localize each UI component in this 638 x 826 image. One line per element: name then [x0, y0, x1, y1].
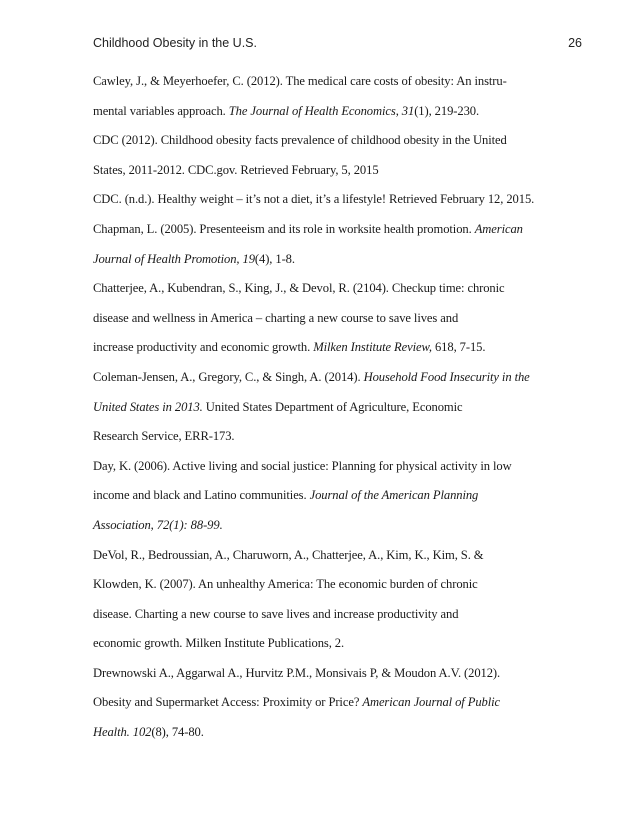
reference-line [93, 97, 563, 127]
running-head: Childhood Obesity in the U.S. [93, 36, 257, 50]
reference-entry [93, 185, 563, 215]
reference-line [93, 422, 563, 452]
reference-text: Research Service, ERR-173. [93, 429, 235, 444]
reference-text: economic growth. Milken Institute Publications, 2. [93, 636, 345, 651]
reference-text: Chatterjee, A., Kubendran, S., King, J., & Devol, R. (2104). Checkup time: chronic [93, 281, 505, 296]
reference-text: (1), 219-230. [414, 103, 480, 118]
reference-line [93, 629, 563, 659]
reference-line [93, 274, 563, 304]
reference-line [93, 718, 563, 748]
reference-line [93, 600, 563, 630]
reference-line [93, 245, 563, 275]
reference-text: 618, 7-15. [431, 340, 486, 355]
reference-italic-text: Household Food Insecurity in the [363, 369, 530, 384]
reference-italic-text: Health. 102 [93, 725, 152, 740]
reference-text: Cawley, J., & Meyerhoefer, C. (2012). The medical care costs of obesity: An instru- [93, 74, 507, 88]
reference-italic-text: Journal of the American Planning [309, 488, 479, 503]
reference-line [93, 688, 563, 718]
reference-line [93, 541, 563, 571]
reference-italic-text: Milken Institute Review, [313, 340, 432, 355]
reference-text: Coleman-Jensen, A., Gregory, C., & Singh, A. (2014). [93, 369, 364, 384]
reference-text: CDC (2012). Childhood obesity facts prevalence of childhood obesity in the United [93, 133, 507, 148]
reference-text: , [395, 103, 402, 118]
reference-line [93, 333, 563, 363]
reference-italic-text: United States in 2013. [93, 399, 203, 414]
reference-text: United States Department of Agriculture, Economic [202, 399, 463, 414]
reference-text: States, 2011-2012. CDC.gov. Retrieved February, 5, 2015 [93, 162, 379, 177]
reference-text: increase productivity and economic growth. [93, 340, 314, 355]
reference-text: Obesity and Supermarket Access: Proximity or Price? [93, 695, 363, 710]
reference-text: DeVol, R., Bedroussian, A., Charuworn, A., Chatterjee, A., Kim, K., Kim, S. & [93, 547, 484, 562]
reference-text: disease and wellness in America – charting a new course to save lives and [93, 310, 459, 325]
reference-text: Klowden, K. (2007). An unhealthy America: The economic burden of chronic [93, 577, 478, 592]
reference-line [93, 393, 563, 423]
reference-entry [93, 126, 563, 185]
reference-entry [93, 215, 563, 274]
reference-text: (8), 74-80. [151, 725, 204, 740]
reference-entry [93, 659, 563, 748]
reference-italic-text: The Journal of Health Economics [228, 103, 396, 118]
reference-entry [93, 363, 563, 452]
reference-text: Drewnowski A., Aggarwal A., Hurvitz P.M., Monsivais P, & Moudon A.V. (2012). [93, 665, 501, 680]
reference-text: Chapman, L. (2005). Presenteeism and its role in worksite health promotion. [93, 221, 475, 236]
reference-italic-text: Association, 72(1): 88-99. [93, 517, 223, 532]
reference-line [93, 570, 563, 600]
reference-entry [93, 67, 563, 126]
reference-line [93, 659, 563, 689]
page-number: 26 [568, 36, 582, 50]
reference-text: disease. Charting a new course to save lives and increase productivity and [93, 606, 459, 621]
reference-line [93, 126, 563, 156]
reference-line [93, 67, 563, 97]
reference-line [93, 452, 563, 482]
reference-line [93, 185, 563, 215]
reference-line [93, 511, 563, 541]
reference-entry [93, 452, 563, 541]
reference-line [93, 481, 563, 511]
reference-text: CDC. (n.d.). Healthy weight – it’s not a diet, it’s a lifestyle! Retrieved February 12, 2015. [93, 192, 535, 207]
reference-line [93, 304, 563, 334]
reference-text: mental variables approach. [93, 103, 229, 118]
reference-text: income and black and Latino communities. [93, 488, 310, 503]
reference-italic-text: American [474, 221, 523, 236]
reference-italic-text: American Journal of Public [362, 695, 501, 710]
reference-line [93, 215, 563, 245]
reference-text: Day, K. (2006). Active living and social justice: Planning for physical activity in low [93, 458, 512, 473]
reference-line [93, 363, 563, 393]
reference-list [93, 67, 563, 748]
reference-text: (4), 1-8. [254, 251, 295, 266]
reference-italic-text: 31 [401, 103, 415, 118]
reference-line [93, 156, 563, 186]
reference-entry [93, 541, 563, 659]
reference-italic-text: Journal of Health Promotion, 19 [93, 251, 255, 266]
reference-entry [93, 274, 563, 363]
